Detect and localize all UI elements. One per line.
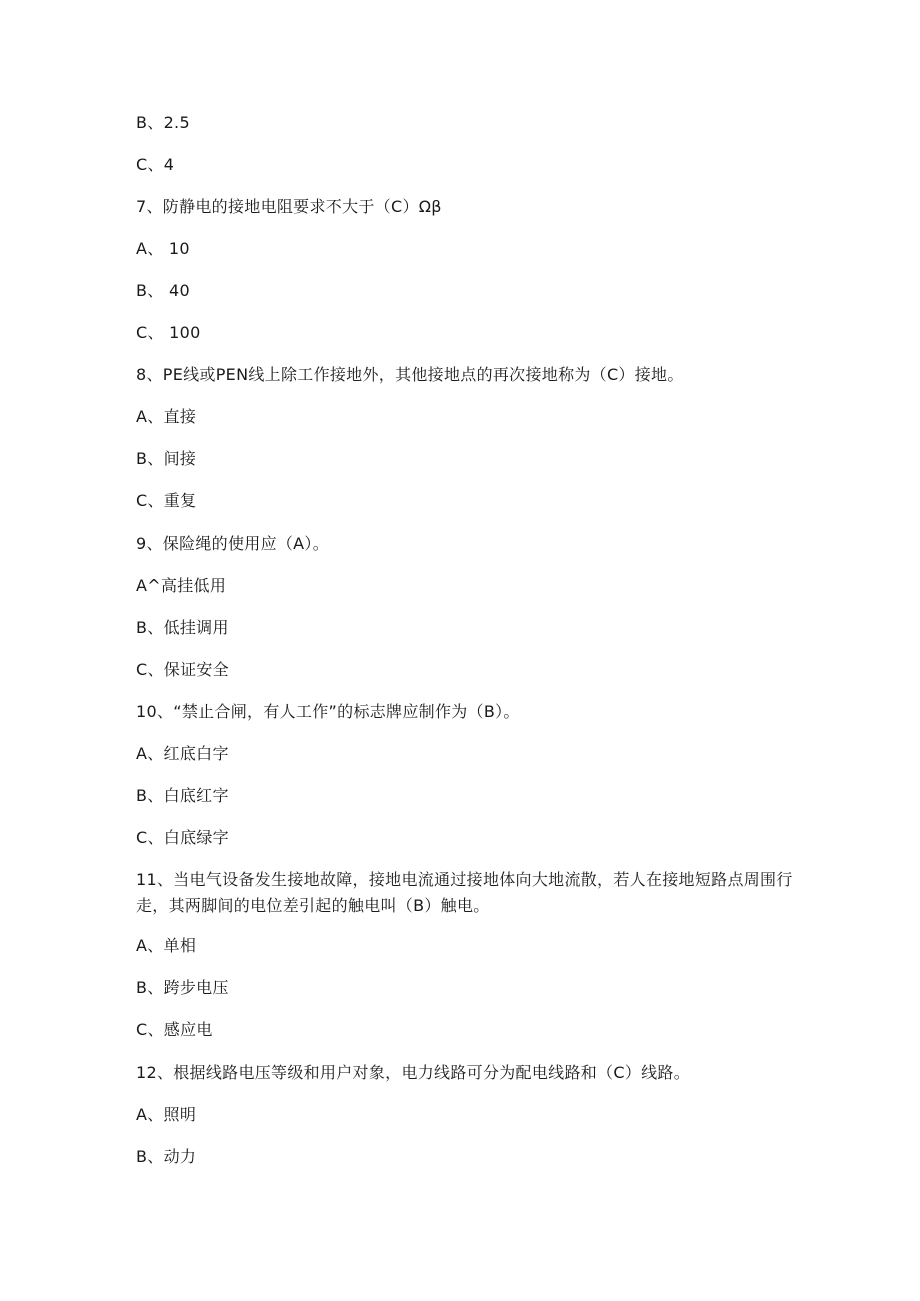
option-c-q10: C、白底绿字 — [136, 828, 229, 847]
option-a-q8: A、直接 — [136, 407, 197, 426]
option-b-q12: B、动力 — [136, 1147, 197, 1166]
question-10: 10、“禁止合闸，有人工作”的标志牌应制作为（B）。 — [136, 702, 520, 721]
option-b-q6: B、2.5 — [136, 113, 190, 132]
question-8: 8、PE线或PEN线上除工作接地外，其他接地点的再次接地称为（C）接地。 — [136, 365, 684, 384]
option-c-q11: C、感应电 — [136, 1020, 213, 1039]
option-a-q10: A、红底白字 — [136, 744, 229, 763]
option-a-q11: A、单相 — [136, 936, 197, 955]
option-a-q12: A、照明 — [136, 1105, 197, 1124]
option-a-q7: A、 10 — [136, 239, 190, 258]
question-9: 9、保险绳的使用应（A）。 — [136, 534, 330, 553]
option-b-q11: B、跨步电压 — [136, 978, 229, 997]
option-b-q10: B、白底红字 — [136, 786, 229, 805]
option-c-q8: C、重复 — [136, 491, 197, 510]
option-c-q9: C、保证安全 — [136, 660, 229, 679]
option-b-q7: B、 40 — [136, 281, 190, 300]
option-b-q9: B、低挂调用 — [136, 618, 229, 637]
question-11: 11、当电气设备发生接地故障，接地电流通过接地体向大地流散，若人在接地短路点周围行走，其两脚间的电位差引起的触电叫（B）触电。 — [136, 870, 793, 915]
option-a-q9: A^高挂低用 — [136, 576, 227, 595]
question-12: 12、根据线路电压等级和用户对象，电力线路可分为配电线路和（C）线路。 — [136, 1063, 691, 1082]
option-b-q8: B、间接 — [136, 449, 197, 468]
question-7: 7、防静电的接地电阻要求不大于（C）Ωβ — [136, 197, 442, 216]
option-c-q7: C、 100 — [136, 323, 201, 342]
option-c-q6: C、4 — [136, 155, 175, 174]
